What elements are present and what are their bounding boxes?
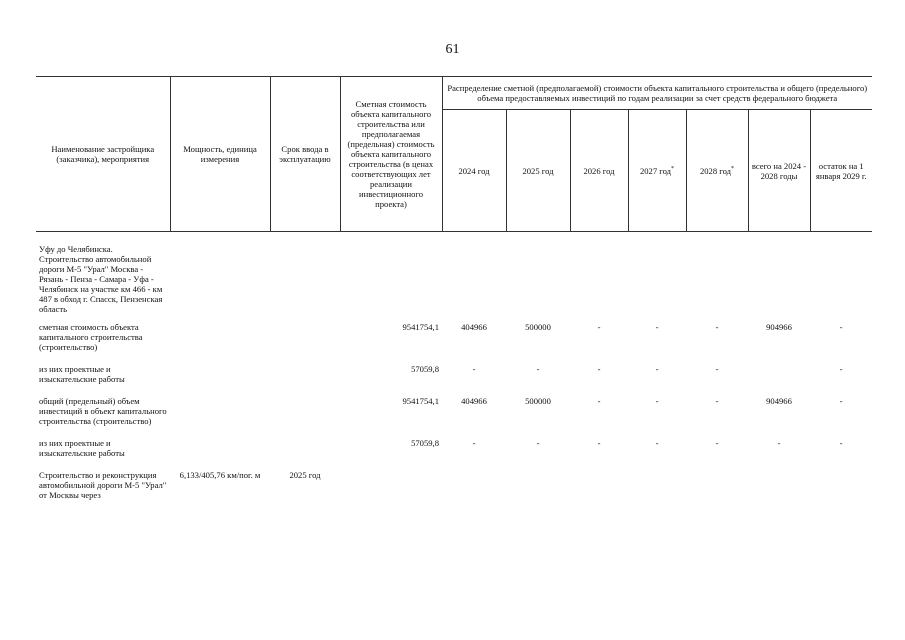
row-2028: -	[715, 438, 719, 448]
row-2028	[686, 470, 748, 500]
row-2027	[628, 470, 686, 500]
header-distribution: Распределение сметной (предполагаемой) стоимости объекта капитального строительства и общего (предельного) объема предоставляемых инвестиций по годам реализации за счет средств федерального бюджета	[442, 77, 872, 110]
row-capacity	[170, 364, 270, 396]
table-row	[36, 364, 872, 396]
row-name: из них проектные и изыскательские работы	[39, 438, 125, 458]
header-year-2025: 2025 год	[506, 110, 570, 232]
row-2028: -	[715, 396, 719, 406]
row-2024: -	[472, 438, 476, 448]
row-cost: 9541754,1	[402, 396, 439, 406]
header-year-2027	[628, 110, 686, 232]
row-total: 904966	[766, 396, 792, 406]
row-commission	[270, 364, 340, 396]
footnote-mark-2028: *	[731, 165, 735, 172]
row-2024: -	[472, 364, 476, 374]
row-name: Строительство и реконструкция автомобильной дороги М-5 "Урал" от Москвы через	[39, 470, 167, 500]
row-2027	[628, 244, 686, 322]
table-row	[36, 322, 872, 364]
row-2026	[570, 470, 628, 500]
row-total: -	[777, 438, 781, 448]
header-commission: Срок ввода в эксплуатацию	[270, 77, 340, 232]
row-2027: -	[655, 322, 659, 332]
table-row	[36, 244, 872, 322]
row-capacity	[170, 244, 270, 322]
row-2026: -	[597, 396, 601, 406]
investment-table	[36, 76, 872, 500]
row-remaining: -	[839, 396, 843, 406]
table-row	[36, 396, 872, 438]
row-cost: 57059,8	[411, 364, 439, 374]
row-2028: -	[715, 322, 719, 332]
row-cost	[340, 470, 442, 500]
header-total: всего на 2024 - 2028 годы	[748, 110, 810, 232]
row-capacity	[170, 322, 270, 364]
row-2024: 404966	[461, 322, 487, 332]
row-commission	[270, 244, 340, 322]
header-remaining: остаток на 1 января 2029 г.	[810, 110, 872, 232]
row-remaining: -	[839, 364, 843, 374]
row-2024	[442, 470, 506, 500]
table-row	[36, 438, 872, 470]
row-commission: 2025 год	[289, 470, 321, 480]
header-year-2026: 2026 год	[570, 110, 628, 232]
row-capacity	[170, 438, 270, 470]
row-total: 904966	[766, 322, 792, 332]
row-total	[748, 470, 810, 500]
header-year-2027-label: 2027 год	[639, 165, 672, 176]
row-2025	[506, 244, 570, 322]
row-2027: -	[655, 396, 659, 406]
row-2024: 404966	[461, 396, 487, 406]
row-2025	[506, 470, 570, 500]
row-capacity: 6,133/405,76 км/пог. м	[179, 470, 261, 480]
row-commission	[270, 438, 340, 470]
header-cost: Сметная стоимость объекта капитального строительства или предполагаемая (предельная) стоимость объекта капитального строительства (в ценах соответствующих лет реализации инвестиционного проекта)	[340, 77, 442, 232]
row-name: сметная стоимость объекта капитального строительства (строительство)	[39, 322, 143, 352]
row-2028	[686, 244, 748, 322]
row-2026: -	[597, 322, 601, 332]
row-remaining	[810, 470, 872, 500]
row-2028: -	[715, 364, 719, 374]
row-2027: -	[655, 364, 659, 374]
row-2027: -	[655, 438, 659, 448]
header-capacity: Мощность, единица измерения	[170, 77, 270, 232]
row-remaining	[810, 244, 872, 322]
header-name: Наименование застройщика (заказчика), мероприятия	[36, 77, 170, 232]
header-year-2024: 2024 год	[442, 110, 506, 232]
row-cost	[340, 244, 442, 322]
row-capacity	[170, 396, 270, 438]
table-row	[36, 470, 872, 500]
footnote-mark-2027: *	[671, 165, 675, 172]
row-remaining: -	[839, 438, 843, 448]
row-name: общий (предельный) объем инвестиций в объект капитального строительства (строительство)	[39, 396, 167, 426]
row-cost: 57059,8	[411, 438, 439, 448]
row-2024	[442, 244, 506, 322]
row-name: Уфу до Челябинска. Строительство автомобильной дороги М-5 "Урал" Москва - Рязань - Пенза - Самара - Уфа - Челябинск на участке км 466 - км 487 в обход г. Спасск, Пензенская область	[39, 244, 163, 314]
row-2025: -	[536, 438, 540, 448]
page-number: 61	[445, 42, 460, 57]
header-year-2028-label: 2028 год	[699, 165, 732, 176]
header-year-2028	[686, 110, 748, 232]
row-commission	[270, 322, 340, 364]
row-cost: 9541754,1	[402, 322, 439, 332]
row-commission	[270, 396, 340, 438]
row-2025: -	[536, 364, 540, 374]
row-2025: 500000	[525, 322, 551, 332]
row-2026: -	[597, 364, 601, 374]
row-remaining: -	[839, 322, 843, 332]
row-name: из них проектные и изыскательские работы	[39, 364, 125, 384]
row-2025: 500000	[525, 396, 551, 406]
row-2026: -	[597, 438, 601, 448]
row-total	[748, 364, 810, 396]
row-total	[748, 244, 810, 322]
row-2026	[570, 244, 628, 322]
